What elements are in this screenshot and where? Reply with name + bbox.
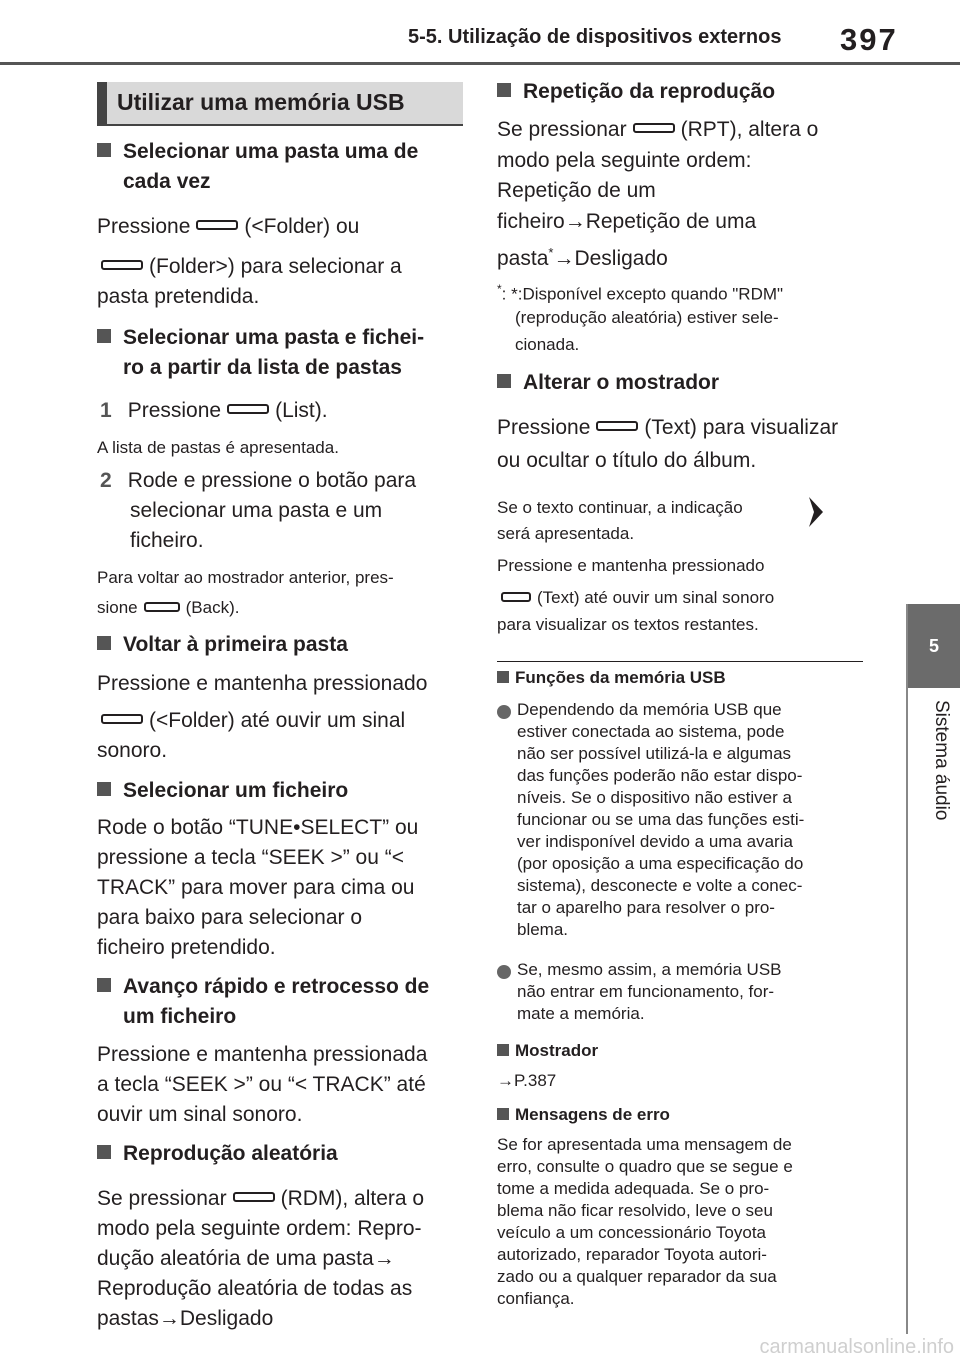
note: Pressione e mantenha pressionado [497,556,765,575]
note: (Text) até ouvir um sinal sonoro [497,586,774,610]
header-rule [0,62,960,65]
paragraph: ou ocultar o título do álbum. [497,449,757,472]
button-icon [501,592,531,602]
square-bullet-icon [97,978,111,992]
step-2: 2 Rode e pressione o botão para [100,469,417,492]
heading-repeat: Repetição da reprodução [497,77,775,107]
paragraph: Rode o botão “TUNE•SELECT” ou [97,816,419,839]
heading-select-file: Selecionar um ficheiro [97,776,348,806]
page-reference-link[interactable]: →P.387 [497,1071,557,1090]
section-title: Utilizar uma memória USB [97,82,463,126]
note: para visualizar os textos restantes. [497,615,759,634]
footnote: (reprodução aleatória) estiver sele- [515,308,779,327]
paragraph: pasta*→Desligado [497,245,668,270]
heading-select-folder: Selecionar uma pasta uma de [97,137,418,167]
paragraph: ouvir um sinal sonoro. [97,1103,303,1126]
button-icon [196,220,238,230]
square-bullet-icon [497,1044,509,1056]
heading-fast-forward-cont: um ficheiro [123,1005,237,1028]
paragraph: Repetição de um [497,179,656,202]
button-icon [101,714,143,724]
side-tab-line [906,604,908,1334]
step-2-cont: selecionar uma pasta e um [130,499,383,522]
subheading-usb-functions: Funções da memória USB [497,667,726,689]
square-bullet-icon [97,143,111,157]
square-bullet-icon [497,83,511,97]
scroll-arrow-icon [805,495,825,529]
paragraph: Se pressionar (RPT), altera o [497,118,819,141]
paragraph: (Folder>) para selecionar a [97,252,402,282]
square-bullet-icon [97,329,111,343]
square-bullet-icon [497,1108,509,1120]
note: A lista de pastas é apresentada. [97,438,339,457]
heading-select-folder-cont: cada vez [123,170,211,193]
step-1: 1 Pressione (List). [100,399,328,422]
paragraph: modo pela seguinte ordem: [497,149,752,172]
paragraph: para baixo para selecionar o [97,906,363,929]
paragraph: Se pressionar (RDM), altera o [97,1187,425,1210]
button-icon [633,123,675,133]
footnote: cionada. [515,335,580,354]
step-2-cont: ficheiro. [130,529,204,552]
paragraph: Pressione (Text) para visualizar [497,416,839,439]
square-bullet-icon [97,1145,111,1159]
paragraph: a tecla “SEEK >” ou “< TRACK” até [97,1073,426,1096]
button-icon [596,421,638,431]
paragraph: pastas→Desligado [97,1307,274,1330]
error-text: Se for apresentada uma mensagem de erro, consulte o quadro que se segue e tome a medida adequada. Se o pro- blema não ficar resolvido, leve o seu veículo a um concessionário Toyota autorizado, reparador Toyota autori- zado ou a qualquer reparador da sua confiança. [497,1135,793,1308]
square-bullet-icon [97,782,111,796]
paragraph: Pressione e mantenha pressionada [97,1043,428,1066]
paragraph: pasta pretendida. [97,285,260,308]
button-icon [144,602,180,612]
note: Para voltar ao mostrador anterior, pres- [97,568,394,587]
paragraph: dução aleatória de uma pasta→ [97,1247,395,1270]
heading-display: Alterar o mostrador [497,368,719,398]
button-icon [233,1192,275,1202]
heading-folder-list: Selecionar uma pasta e fichei- [97,323,424,353]
paragraph: sonoro. [97,739,168,762]
header-title: 5-5. Utilização de dispositivos externos [408,26,782,48]
square-bullet-icon [497,374,511,388]
divider [497,661,863,662]
button-icon [101,260,143,270]
note: sione (Back). [97,598,240,617]
paragraph: TRACK” para mover para cima ou [97,876,415,899]
watermark: carmanualsonline.info [759,1336,954,1358]
heading-first-folder: Voltar à primeira pasta [97,630,348,660]
paragraph: (<Folder) até ouvir um sinal [97,706,405,736]
bullet-dot-icon [497,965,511,979]
heading-fast-forward: Avanço rápido e retrocesso de [97,972,429,1002]
square-bullet-icon [497,671,509,683]
footnote: *: *:Disponível excepto quando "RDM" [497,282,784,304]
note: Se o texto continuar, a indicação [497,498,743,517]
chapter-tab[interactable]: 5 [908,604,960,688]
chapter-label: Sistema áudio [931,700,952,821]
heading-random: Reprodução aleatória [97,1139,338,1169]
paragraph: modo pela seguinte ordem: Repro- [97,1217,422,1240]
paragraph: ficheiro pretendido. [97,936,276,959]
subheading-error-messages: Mensagens de erro [497,1104,670,1126]
paragraph: Reprodução aleatória de todas as [97,1277,413,1300]
square-bullet-icon [97,636,111,650]
heading-folder-list-cont: ro a partir da lista de pastas [123,356,402,379]
page-number: 397 [840,22,898,57]
paragraph: Pressione (<Folder) ou [97,215,360,238]
paragraph: ficheiro→Repetição de uma [497,210,757,233]
paragraph: Pressione e mantenha pressionado [97,672,428,695]
bullet-dot-icon [497,705,511,719]
button-icon [227,404,269,414]
subheading-display: Mostrador [497,1040,598,1062]
note: será apresentada. [497,524,635,543]
paragraph: pressione a tecla “SEEK >” ou “< [97,846,404,869]
